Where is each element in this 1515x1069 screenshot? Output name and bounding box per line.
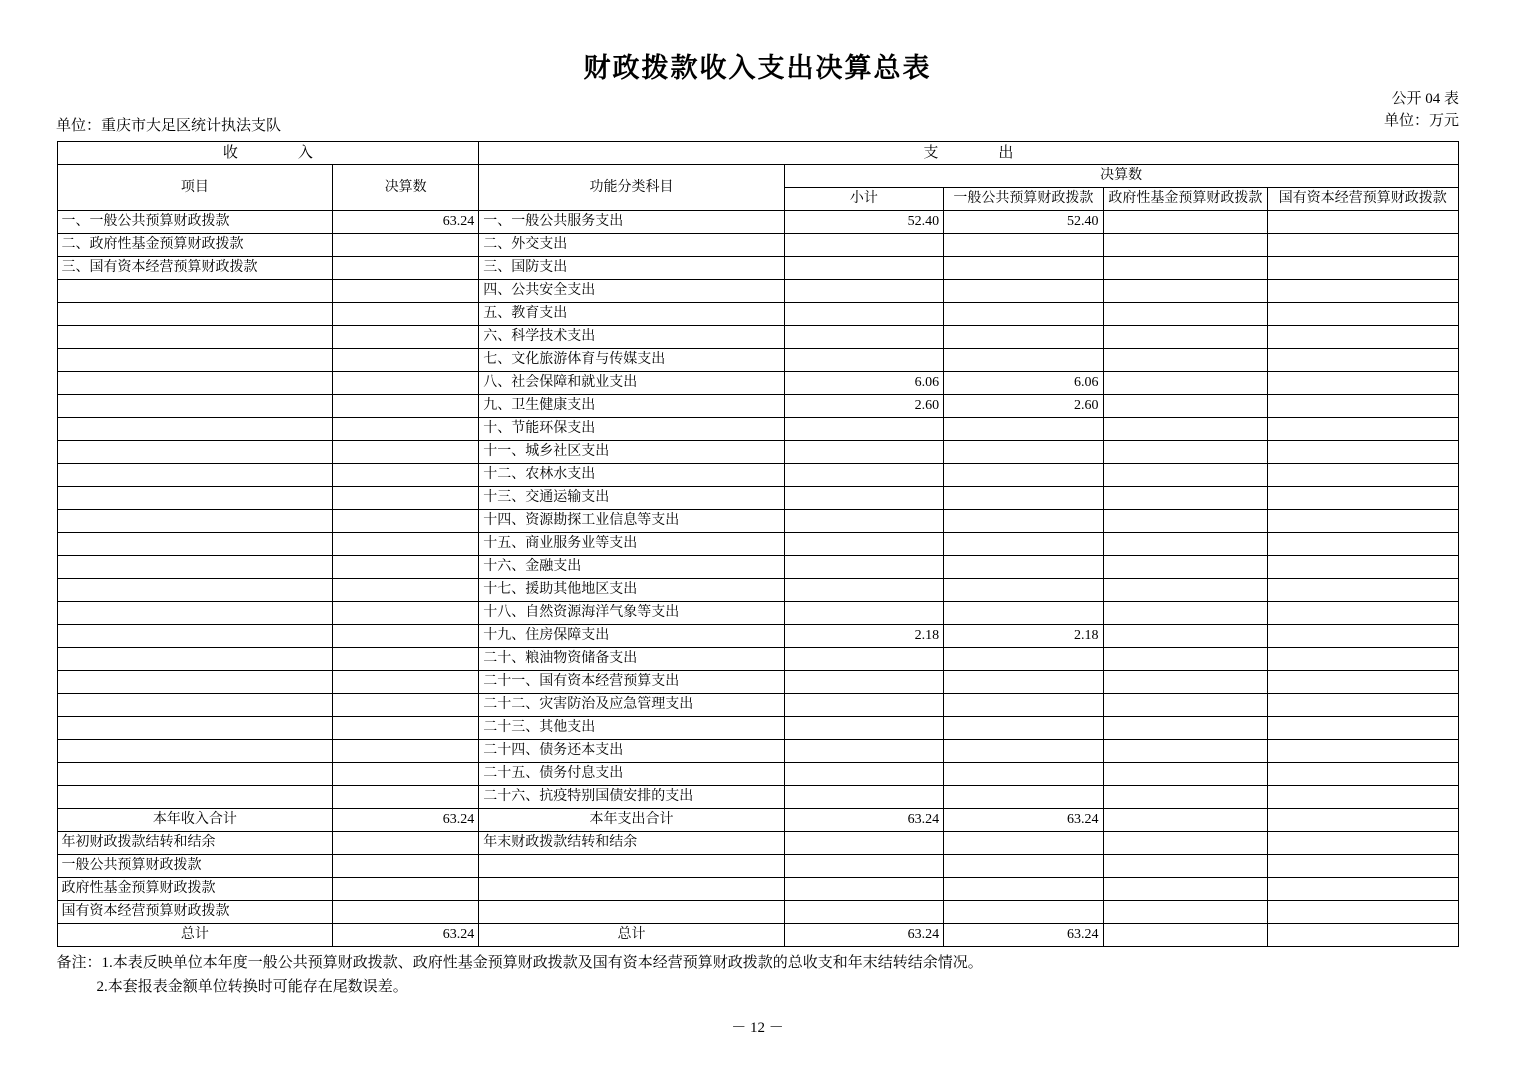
expense-gov-fund bbox=[1103, 372, 1268, 395]
income-item-label: 二、政府性基金预算财政拨款 bbox=[57, 234, 333, 257]
expense-category-label: 二十三、其他支出 bbox=[479, 717, 784, 740]
expense-subtotal bbox=[784, 648, 943, 671]
income-item-value bbox=[333, 579, 479, 602]
expense-gov-fund bbox=[1103, 533, 1268, 556]
income-item-value bbox=[333, 763, 479, 786]
page-number: － 12 － bbox=[731, 1020, 784, 1036]
income-item-label bbox=[57, 694, 333, 717]
header-subtotal: 小计 bbox=[784, 188, 943, 211]
expense-gov-fund bbox=[1103, 740, 1268, 763]
summary-expense-gov-fund bbox=[1103, 832, 1268, 855]
table-row bbox=[57, 510, 1458, 533]
expense-gov-fund bbox=[1103, 717, 1268, 740]
summary-expense-subtotal: 63.24 bbox=[784, 809, 943, 832]
expense-general-public bbox=[944, 786, 1103, 809]
page-title: 财政拨款收入支出决算总表 bbox=[583, 53, 932, 83]
table-row bbox=[57, 579, 1458, 602]
income-item-label: 三、国有资本经营预算财政拨款 bbox=[57, 257, 333, 280]
summary-expense-gov-fund bbox=[1103, 809, 1268, 832]
income-item-value bbox=[333, 786, 479, 809]
summary-expense-gov-fund bbox=[1103, 855, 1268, 878]
summary-income-label: 总计 bbox=[57, 924, 333, 947]
income-item-label bbox=[57, 786, 333, 809]
expense-subtotal bbox=[784, 510, 943, 533]
expense-category-label: 十九、住房保障支出 bbox=[479, 625, 784, 648]
expense-category-label: 十六、金融支出 bbox=[479, 556, 784, 579]
income-item-value bbox=[333, 234, 479, 257]
summary-expense-label bbox=[479, 878, 784, 901]
table-summary-row bbox=[57, 832, 1458, 855]
expense-category-label: 四、公共安全支出 bbox=[479, 280, 784, 303]
summary-expense-general-public bbox=[944, 832, 1103, 855]
expense-general-public bbox=[944, 326, 1103, 349]
expense-category-label: 五、教育支出 bbox=[479, 303, 784, 326]
expense-gov-fund bbox=[1103, 280, 1268, 303]
summary-income-label: 年初财政拨款结转和结余 bbox=[57, 832, 333, 855]
expense-general-public bbox=[944, 510, 1103, 533]
expense-state-capital bbox=[1268, 464, 1458, 487]
expense-gov-fund bbox=[1103, 579, 1268, 602]
income-item-label bbox=[57, 763, 333, 786]
expense-general-public bbox=[944, 602, 1103, 625]
income-item-value bbox=[333, 464, 479, 487]
summary-expense-label: 年末财政拨款结转和结余 bbox=[479, 832, 784, 855]
header-income-item: 项目 bbox=[57, 165, 333, 211]
expense-general-public bbox=[944, 533, 1103, 556]
income-item-label bbox=[57, 648, 333, 671]
summary-expense-state-capital bbox=[1268, 901, 1458, 924]
expense-gov-fund bbox=[1103, 234, 1268, 257]
summary-expense-general-public bbox=[944, 878, 1103, 901]
income-item-label bbox=[57, 441, 333, 464]
income-item-label bbox=[57, 602, 333, 625]
header-income-group: 收 入 bbox=[57, 142, 479, 165]
expense-general-public bbox=[944, 579, 1103, 602]
expense-category-label: 十二、农林水支出 bbox=[479, 464, 784, 487]
expense-category-label: 十一、城乡社区支出 bbox=[479, 441, 784, 464]
expense-subtotal bbox=[784, 671, 943, 694]
income-item-label: 一、一般公共预算财政拨款 bbox=[57, 211, 333, 234]
income-item-label bbox=[57, 556, 333, 579]
expense-subtotal bbox=[784, 763, 943, 786]
expense-subtotal bbox=[784, 257, 943, 280]
expense-general-public bbox=[944, 257, 1103, 280]
expense-subtotal bbox=[784, 280, 943, 303]
summary-expense-state-capital bbox=[1268, 855, 1458, 878]
expense-gov-fund bbox=[1103, 786, 1268, 809]
expense-state-capital bbox=[1268, 740, 1458, 763]
summary-expense-gov-fund bbox=[1103, 878, 1268, 901]
income-item-value bbox=[333, 303, 479, 326]
expense-category-label: 三、国防支出 bbox=[479, 257, 784, 280]
table-row bbox=[57, 372, 1458, 395]
expense-general-public bbox=[944, 740, 1103, 763]
expense-gov-fund bbox=[1103, 602, 1268, 625]
summary-income-label: 一般公共预算财政拨款 bbox=[57, 855, 333, 878]
income-item-value bbox=[333, 395, 479, 418]
budget-table bbox=[57, 141, 1459, 947]
expense-state-capital bbox=[1268, 556, 1458, 579]
expense-category-label: 二十六、抗疫特别国债安排的支出 bbox=[479, 786, 784, 809]
expense-gov-fund bbox=[1103, 303, 1268, 326]
expense-gov-fund bbox=[1103, 487, 1268, 510]
income-item-label bbox=[57, 280, 333, 303]
table-summary-row bbox=[57, 924, 1458, 947]
expense-subtotal bbox=[784, 303, 943, 326]
income-item-value bbox=[333, 717, 479, 740]
expense-general-public: 6.06 bbox=[944, 372, 1103, 395]
table-row bbox=[57, 487, 1458, 510]
expense-gov-fund bbox=[1103, 464, 1268, 487]
expense-gov-fund bbox=[1103, 510, 1268, 533]
income-item-label bbox=[57, 510, 333, 533]
table-summary-row bbox=[57, 878, 1458, 901]
table-row bbox=[57, 326, 1458, 349]
note-line-2: 2.本套报表金额单位转换时可能存在尾数误差。 bbox=[96, 979, 408, 995]
table-row bbox=[57, 717, 1458, 740]
income-item-value bbox=[333, 648, 479, 671]
table-row bbox=[57, 648, 1458, 671]
expense-state-capital bbox=[1268, 510, 1458, 533]
income-item-label bbox=[57, 372, 333, 395]
expense-subtotal bbox=[784, 326, 943, 349]
summary-expense-state-capital bbox=[1268, 878, 1458, 901]
summary-expense-label bbox=[479, 855, 784, 878]
expense-subtotal bbox=[784, 717, 943, 740]
expense-general-public: 2.18 bbox=[944, 625, 1103, 648]
expense-category-label: 二十四、债务还本支出 bbox=[479, 740, 784, 763]
expense-gov-fund bbox=[1103, 763, 1268, 786]
expense-gov-fund bbox=[1103, 326, 1268, 349]
expense-subtotal: 52.40 bbox=[784, 211, 943, 234]
income-item-value bbox=[333, 740, 479, 763]
expense-gov-fund bbox=[1103, 349, 1268, 372]
table-row bbox=[57, 418, 1458, 441]
expense-general-public bbox=[944, 349, 1103, 372]
table-row bbox=[57, 671, 1458, 694]
expense-subtotal bbox=[784, 487, 943, 510]
expense-state-capital bbox=[1268, 234, 1458, 257]
expense-gov-fund bbox=[1103, 671, 1268, 694]
expense-state-capital bbox=[1268, 211, 1458, 234]
header-final-amount: 决算数 bbox=[784, 165, 1458, 188]
income-item-label bbox=[57, 349, 333, 372]
income-item-label bbox=[57, 579, 333, 602]
income-item-label bbox=[57, 625, 333, 648]
summary-income-value: 63.24 bbox=[333, 809, 479, 832]
expense-category-label: 十七、援助其他地区支出 bbox=[479, 579, 784, 602]
expense-state-capital bbox=[1268, 602, 1458, 625]
expense-general-public bbox=[944, 763, 1103, 786]
expense-subtotal: 2.60 bbox=[784, 395, 943, 418]
expense-gov-fund bbox=[1103, 625, 1268, 648]
header-general-public: 一般公共预算财政拨款 bbox=[944, 188, 1103, 211]
header-function-category: 功能分类科目 bbox=[479, 165, 784, 211]
table-row bbox=[57, 763, 1458, 786]
expense-subtotal: 6.06 bbox=[784, 372, 943, 395]
expense-state-capital bbox=[1268, 487, 1458, 510]
summary-income-label: 本年收入合计 bbox=[57, 809, 333, 832]
income-item-label bbox=[57, 464, 333, 487]
expense-general-public: 2.60 bbox=[944, 395, 1103, 418]
summary-income-value: 63.24 bbox=[333, 924, 479, 947]
table-head bbox=[57, 142, 1458, 211]
expense-state-capital bbox=[1268, 303, 1458, 326]
header-expense-group: 支 出 bbox=[479, 142, 1458, 165]
summary-expense-general-public bbox=[944, 855, 1103, 878]
summary-expense-state-capital bbox=[1268, 924, 1458, 947]
table-row bbox=[57, 464, 1458, 487]
expense-gov-fund bbox=[1103, 556, 1268, 579]
income-item-label bbox=[57, 303, 333, 326]
expense-gov-fund bbox=[1103, 257, 1268, 280]
expense-general-public bbox=[944, 234, 1103, 257]
unit-amount: 单位：万元 bbox=[1383, 113, 1459, 129]
expense-gov-fund bbox=[1103, 211, 1268, 234]
expense-subtotal bbox=[784, 441, 943, 464]
table-header-group-row bbox=[57, 142, 1458, 165]
expense-state-capital bbox=[1268, 395, 1458, 418]
income-item-label bbox=[57, 418, 333, 441]
summary-expense-state-capital bbox=[1268, 832, 1458, 855]
table-summary-row bbox=[57, 855, 1458, 878]
expense-state-capital bbox=[1268, 280, 1458, 303]
expense-category-label: 一、一般公共服务支出 bbox=[479, 211, 784, 234]
expense-state-capital bbox=[1268, 717, 1458, 740]
summary-income-label: 政府性基金预算财政拨款 bbox=[57, 878, 333, 901]
income-item-value bbox=[333, 671, 479, 694]
expense-state-capital bbox=[1268, 533, 1458, 556]
expense-state-capital bbox=[1268, 349, 1458, 372]
expense-general-public bbox=[944, 487, 1103, 510]
income-item-label bbox=[57, 671, 333, 694]
expense-gov-fund bbox=[1103, 441, 1268, 464]
expense-subtotal bbox=[784, 556, 943, 579]
expense-subtotal bbox=[784, 349, 943, 372]
table-body bbox=[57, 211, 1458, 947]
header-income-final: 决算数 bbox=[333, 165, 479, 211]
summary-income-value bbox=[333, 878, 479, 901]
expense-state-capital bbox=[1268, 694, 1458, 717]
expense-general-public bbox=[944, 464, 1103, 487]
summary-income-label: 国有资本经营预算财政拨款 bbox=[57, 901, 333, 924]
table-row bbox=[57, 625, 1458, 648]
income-item-label bbox=[57, 487, 333, 510]
expense-general-public bbox=[944, 694, 1103, 717]
summary-income-value bbox=[333, 832, 479, 855]
summary-expense-general-public: 63.24 bbox=[944, 924, 1103, 947]
expense-general-public bbox=[944, 671, 1103, 694]
expense-category-label: 九、卫生健康支出 bbox=[479, 395, 784, 418]
summary-expense-subtotal bbox=[784, 855, 943, 878]
table-row bbox=[57, 740, 1458, 763]
income-item-label bbox=[57, 717, 333, 740]
income-item-value bbox=[333, 556, 479, 579]
income-item-value bbox=[333, 694, 479, 717]
expense-category-label: 十五、商业服务业等支出 bbox=[479, 533, 784, 556]
expense-general-public bbox=[944, 648, 1103, 671]
note-line-1: 备注：1.本表反映单位本年度一般公共预算财政拨款、政府性基金预算财政拨款及国有资本经营预算财政拨款的总收支和年末结转结余情况。 bbox=[56, 955, 983, 971]
expense-subtotal bbox=[784, 579, 943, 602]
expense-general-public bbox=[944, 556, 1103, 579]
summary-expense-state-capital bbox=[1268, 809, 1458, 832]
summary-income-value bbox=[333, 901, 479, 924]
header-state-capital: 国有资本经营预算财政拨款 bbox=[1268, 188, 1458, 211]
expense-subtotal bbox=[784, 418, 943, 441]
unit-org: 单位：重庆市大足区统计执法支队 bbox=[56, 118, 282, 134]
expense-subtotal bbox=[784, 533, 943, 556]
expense-state-capital bbox=[1268, 372, 1458, 395]
summary-expense-label: 本年支出合计 bbox=[479, 809, 784, 832]
summary-expense-gov-fund bbox=[1103, 901, 1268, 924]
table-row bbox=[57, 694, 1458, 717]
summary-expense-general-public: 63.24 bbox=[944, 809, 1103, 832]
table-row bbox=[57, 257, 1458, 280]
notes-block bbox=[57, 951, 1459, 999]
income-item-value bbox=[333, 533, 479, 556]
expense-state-capital bbox=[1268, 441, 1458, 464]
expense-state-capital bbox=[1268, 257, 1458, 280]
expense-state-capital bbox=[1268, 579, 1458, 602]
expense-category-label: 十四、资源勘探工业信息等支出 bbox=[479, 510, 784, 533]
expense-general-public bbox=[944, 303, 1103, 326]
income-item-value bbox=[333, 280, 479, 303]
expense-category-label: 十、节能环保支出 bbox=[479, 418, 784, 441]
expense-category-label: 二十、粮油物资储备支出 bbox=[479, 648, 784, 671]
income-item-value bbox=[333, 602, 479, 625]
income-item-value bbox=[333, 441, 479, 464]
table-row bbox=[57, 556, 1458, 579]
summary-expense-label: 总计 bbox=[479, 924, 784, 947]
table-row bbox=[57, 602, 1458, 625]
expense-state-capital bbox=[1268, 648, 1458, 671]
table-row bbox=[57, 280, 1458, 303]
expense-subtotal bbox=[784, 694, 943, 717]
expense-category-label: 七、文化旅游体育与传媒支出 bbox=[479, 349, 784, 372]
summary-expense-gov-fund bbox=[1103, 924, 1268, 947]
expense-subtotal bbox=[784, 740, 943, 763]
summary-income-value bbox=[333, 855, 479, 878]
table-header-final-row bbox=[57, 165, 1458, 188]
summary-expense-subtotal bbox=[784, 878, 943, 901]
summary-expense-label bbox=[479, 901, 784, 924]
table-row bbox=[57, 441, 1458, 464]
income-item-value bbox=[333, 625, 479, 648]
summary-expense-subtotal bbox=[784, 901, 943, 924]
table-row bbox=[57, 533, 1458, 556]
expense-subtotal bbox=[784, 234, 943, 257]
summary-expense-subtotal bbox=[784, 832, 943, 855]
table-summary-row bbox=[57, 809, 1458, 832]
income-item-label bbox=[57, 740, 333, 763]
income-item-value bbox=[333, 487, 479, 510]
expense-state-capital bbox=[1268, 763, 1458, 786]
expense-state-capital bbox=[1268, 418, 1458, 441]
expense-category-label: 二十五、债务付息支出 bbox=[479, 763, 784, 786]
expense-state-capital bbox=[1268, 786, 1458, 809]
table-row bbox=[57, 234, 1458, 257]
expense-general-public bbox=[944, 280, 1103, 303]
income-item-value bbox=[333, 326, 479, 349]
income-item-value bbox=[333, 510, 479, 533]
table-summary-row bbox=[57, 901, 1458, 924]
table-row bbox=[57, 303, 1458, 326]
income-item-value bbox=[333, 372, 479, 395]
income-item-label bbox=[57, 326, 333, 349]
expense-subtotal bbox=[784, 464, 943, 487]
income-item-label bbox=[57, 533, 333, 556]
expense-gov-fund bbox=[1103, 418, 1268, 441]
income-item-value: 63.24 bbox=[333, 211, 479, 234]
expense-category-label: 十三、交通运输支出 bbox=[479, 487, 784, 510]
expense-category-label: 二十二、灾害防治及应急管理支出 bbox=[479, 694, 784, 717]
expense-general-public bbox=[944, 418, 1103, 441]
table-row bbox=[57, 395, 1458, 418]
form-number: 公开 04 表 bbox=[1391, 91, 1459, 107]
income-item-label bbox=[57, 395, 333, 418]
expense-state-capital bbox=[1268, 671, 1458, 694]
expense-general-public bbox=[944, 717, 1103, 740]
expense-gov-fund bbox=[1103, 395, 1268, 418]
header-gov-fund: 政府性基金预算财政拨款 bbox=[1103, 188, 1268, 211]
expense-category-label: 二、外交支出 bbox=[479, 234, 784, 257]
form-number-block bbox=[1384, 88, 1459, 132]
expense-category-label: 八、社会保障和就业支出 bbox=[479, 372, 784, 395]
expense-general-public: 52.40 bbox=[944, 211, 1103, 234]
expense-subtotal bbox=[784, 602, 943, 625]
expense-state-capital bbox=[1268, 326, 1458, 349]
summary-expense-general-public bbox=[944, 901, 1103, 924]
expense-gov-fund bbox=[1103, 648, 1268, 671]
table-row bbox=[57, 786, 1458, 809]
expense-state-capital bbox=[1268, 625, 1458, 648]
income-item-value bbox=[333, 349, 479, 372]
income-item-value bbox=[333, 418, 479, 441]
expense-gov-fund bbox=[1103, 694, 1268, 717]
expense-general-public bbox=[944, 441, 1103, 464]
expense-category-label: 六、科学技术支出 bbox=[479, 326, 784, 349]
income-item-value bbox=[333, 257, 479, 280]
expense-category-label: 二十一、国有资本经营预算支出 bbox=[479, 671, 784, 694]
summary-expense-subtotal: 63.24 bbox=[784, 924, 943, 947]
expense-subtotal: 2.18 bbox=[784, 625, 943, 648]
table-row bbox=[57, 349, 1458, 372]
expense-category-label: 十八、自然资源海洋气象等支出 bbox=[479, 602, 784, 625]
expense-subtotal bbox=[784, 786, 943, 809]
table-row bbox=[57, 211, 1458, 234]
